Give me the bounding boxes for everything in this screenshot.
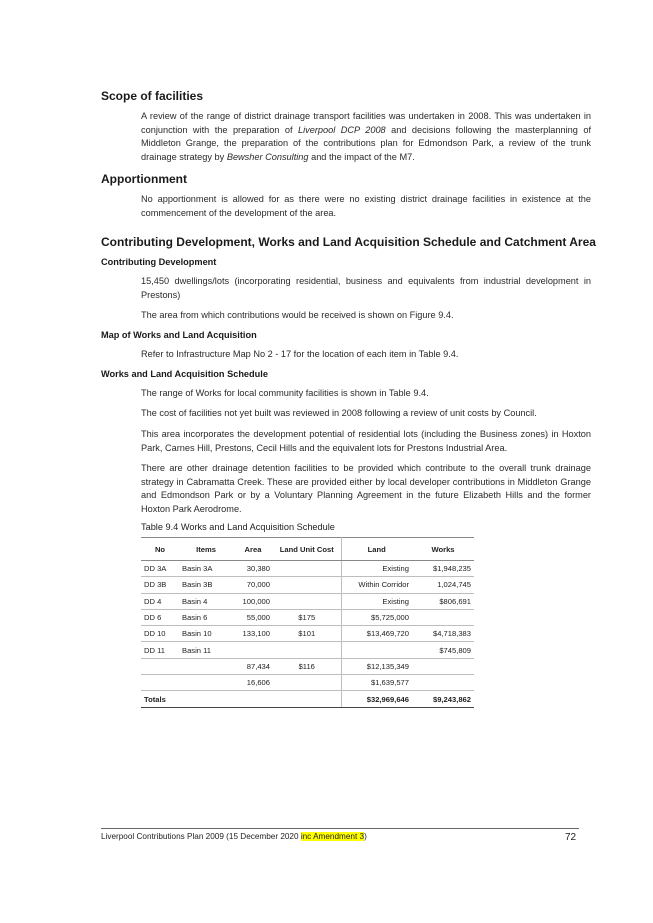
table-cell: DD 3A [141, 561, 179, 577]
scope-text-em-2: Bewsher Consulting [226, 151, 309, 162]
table-cell: $5,725,000 [341, 609, 412, 625]
table-row [141, 642, 474, 658]
table-cell: Basin 3A [179, 561, 233, 577]
table-cell: 100,000 [233, 593, 273, 609]
table-cell [273, 577, 341, 593]
table-cell: $101 [273, 626, 341, 642]
scope-text-3: and the impact of the M7. [308, 151, 415, 162]
table-cell: Basin 6 [179, 609, 233, 625]
table-cell: DD 3B [141, 577, 179, 593]
column-header: Land [341, 538, 412, 561]
table-cell [273, 593, 341, 609]
table-cell [412, 609, 474, 625]
contributing-development-paragraph: 15,450 dwellings/lots (incorporating residential, business and equivalents from industrial development in Prestons) [141, 276, 591, 300]
schedule-paragraph-3: This area incorporates the development potential of residential lots (including the Business zones) in Hoxton Park, Carnes Hill, Prestons, Cecil Hills and the equivalent lots for Prestons Industrial Area. [141, 429, 591, 453]
table-cell: $745,809 [412, 642, 474, 658]
column-header: Area [233, 538, 273, 561]
table-cell [273, 675, 341, 691]
table-cell [179, 691, 233, 707]
table-row [141, 658, 474, 674]
table-cell [341, 642, 412, 658]
table-cell [412, 675, 474, 691]
table-row [141, 609, 474, 625]
table-cell: 55,000 [233, 609, 273, 625]
table-row [141, 626, 474, 642]
totals-row [141, 691, 474, 707]
schedule-subheading: Works and Land Acquisition Schedule [101, 369, 268, 379]
table-cell: Basin 10 [179, 626, 233, 642]
schedule-paragraph-4: There are other drainage detention facilities to be provided which contribute to the overall trunk drainage strategy in Cabramatta Creek. These are provided either by local developer contributions in Middleton Grange and Edmondson Park or by a Voluntary Planning Agreement in the future Elizabeth Hills and the former Hoxton Park Aerodrome. [141, 463, 591, 514]
table-cell: DD 11 [141, 642, 179, 658]
table-row [141, 593, 474, 609]
table-cell: $1,639,577 [341, 675, 412, 691]
map-subheading: Map of Works and Land Acquisition [101, 330, 257, 340]
table-cell: Existing [341, 593, 412, 609]
table-cell [141, 675, 179, 691]
page-number: 72 [565, 832, 577, 843]
footer-text [101, 832, 367, 841]
table-cell: $13,469,720 [341, 626, 412, 642]
table-cell [179, 675, 233, 691]
column-header: No [141, 538, 179, 561]
scope-text-em-1: Liverpool DCP 2008 [297, 124, 386, 135]
table-cell [273, 561, 341, 577]
table-cell: DD 6 [141, 609, 179, 625]
footer-title-end: ) [364, 832, 367, 841]
table-cell [233, 642, 273, 658]
scope-text-2: and decisions following the masterplanning of Middleton Grange, the preparation of the contributions plan for Edmondson Park, a review of the trunk drainage strategy by [141, 124, 592, 162]
map-paragraph: Refer to Infrastructure Map No 2 - 17 for the location of each item in Table 9.4. [141, 349, 459, 359]
table-cell: $12,135,349 [341, 658, 412, 674]
footer-title: Liverpool Contributions Plan 2009 (15 December 2020 [101, 832, 301, 841]
table-header-row [141, 538, 474, 561]
column-header: Items [179, 538, 233, 561]
table-row [141, 561, 474, 577]
table-cell: $1,948,235 [412, 561, 474, 577]
table-cell [273, 642, 341, 658]
table-cell [141, 658, 179, 674]
column-header: Land Unit Cost [273, 538, 341, 561]
table-cell: $116 [273, 658, 341, 674]
scope-text-1: A review of the range of district drainage transport facilities was undertaken in 2008. This was undertaken in conjunction with the preparation of [141, 111, 591, 135]
contributing-development-subheading: Contributing Development [101, 257, 217, 267]
table-cell: Basin 11 [179, 642, 233, 658]
table-cell: 16,606 [233, 675, 273, 691]
scope-paragraph [141, 110, 591, 164]
table-cell: 1,024,745 [412, 577, 474, 593]
table-cell: 30,380 [233, 561, 273, 577]
table-cell [273, 691, 341, 707]
column-header: Works [412, 538, 474, 561]
apportionment-paragraph: No apportionment is allowed for as there were no existing district drainage facilities in existence at the commencement of the development of the area. [141, 194, 591, 218]
totals-label: Totals [141, 691, 179, 707]
table-cell: Existing [341, 561, 412, 577]
scope-heading: Scope of facilities [101, 89, 204, 103]
table-cell: Basin 3B [179, 577, 233, 593]
apportionment-heading: Apportionment [101, 172, 187, 186]
footer-highlight: inc Amendment 3 [300, 832, 365, 841]
schedule-paragraph-2: The cost of facilities not yet built was reviewed in 2008 following a review of unit costs by Council. [141, 408, 537, 418]
table-cell: 87,434 [233, 658, 273, 674]
works-schedule-table [141, 537, 474, 708]
table-cell: DD 10 [141, 626, 179, 642]
table-cell: 133,100 [233, 626, 273, 642]
table-cell: Basin 4 [179, 593, 233, 609]
table-cell [179, 658, 233, 674]
totals-land: $32,969,646 [341, 691, 412, 707]
table-row [141, 577, 474, 593]
schedule-paragraph-1: The range of Works for local community facilities is shown in Table 9.4. [141, 388, 429, 398]
totals-works: $9,243,862 [412, 691, 474, 707]
table-caption: Table 9.4 Works and Land Acquisition Schedule [141, 522, 335, 532]
table-cell [412, 658, 474, 674]
table-cell: DD 4 [141, 593, 179, 609]
table-cell: $175 [273, 609, 341, 625]
table-cell: $806,691 [412, 593, 474, 609]
table-cell: 70,000 [233, 577, 273, 593]
table-cell: $4,718,383 [412, 626, 474, 642]
table-cell [233, 691, 273, 707]
table-row [141, 675, 474, 691]
catchment-paragraph: The area from which contributions would be received is shown on Figure 9.4. [141, 310, 454, 320]
table-cell: Within Corridor [341, 577, 412, 593]
footer-divider [101, 828, 579, 829]
contributing-heading: Contributing Development, Works and Land Acquisition Schedule and Catchment Area [101, 235, 596, 249]
